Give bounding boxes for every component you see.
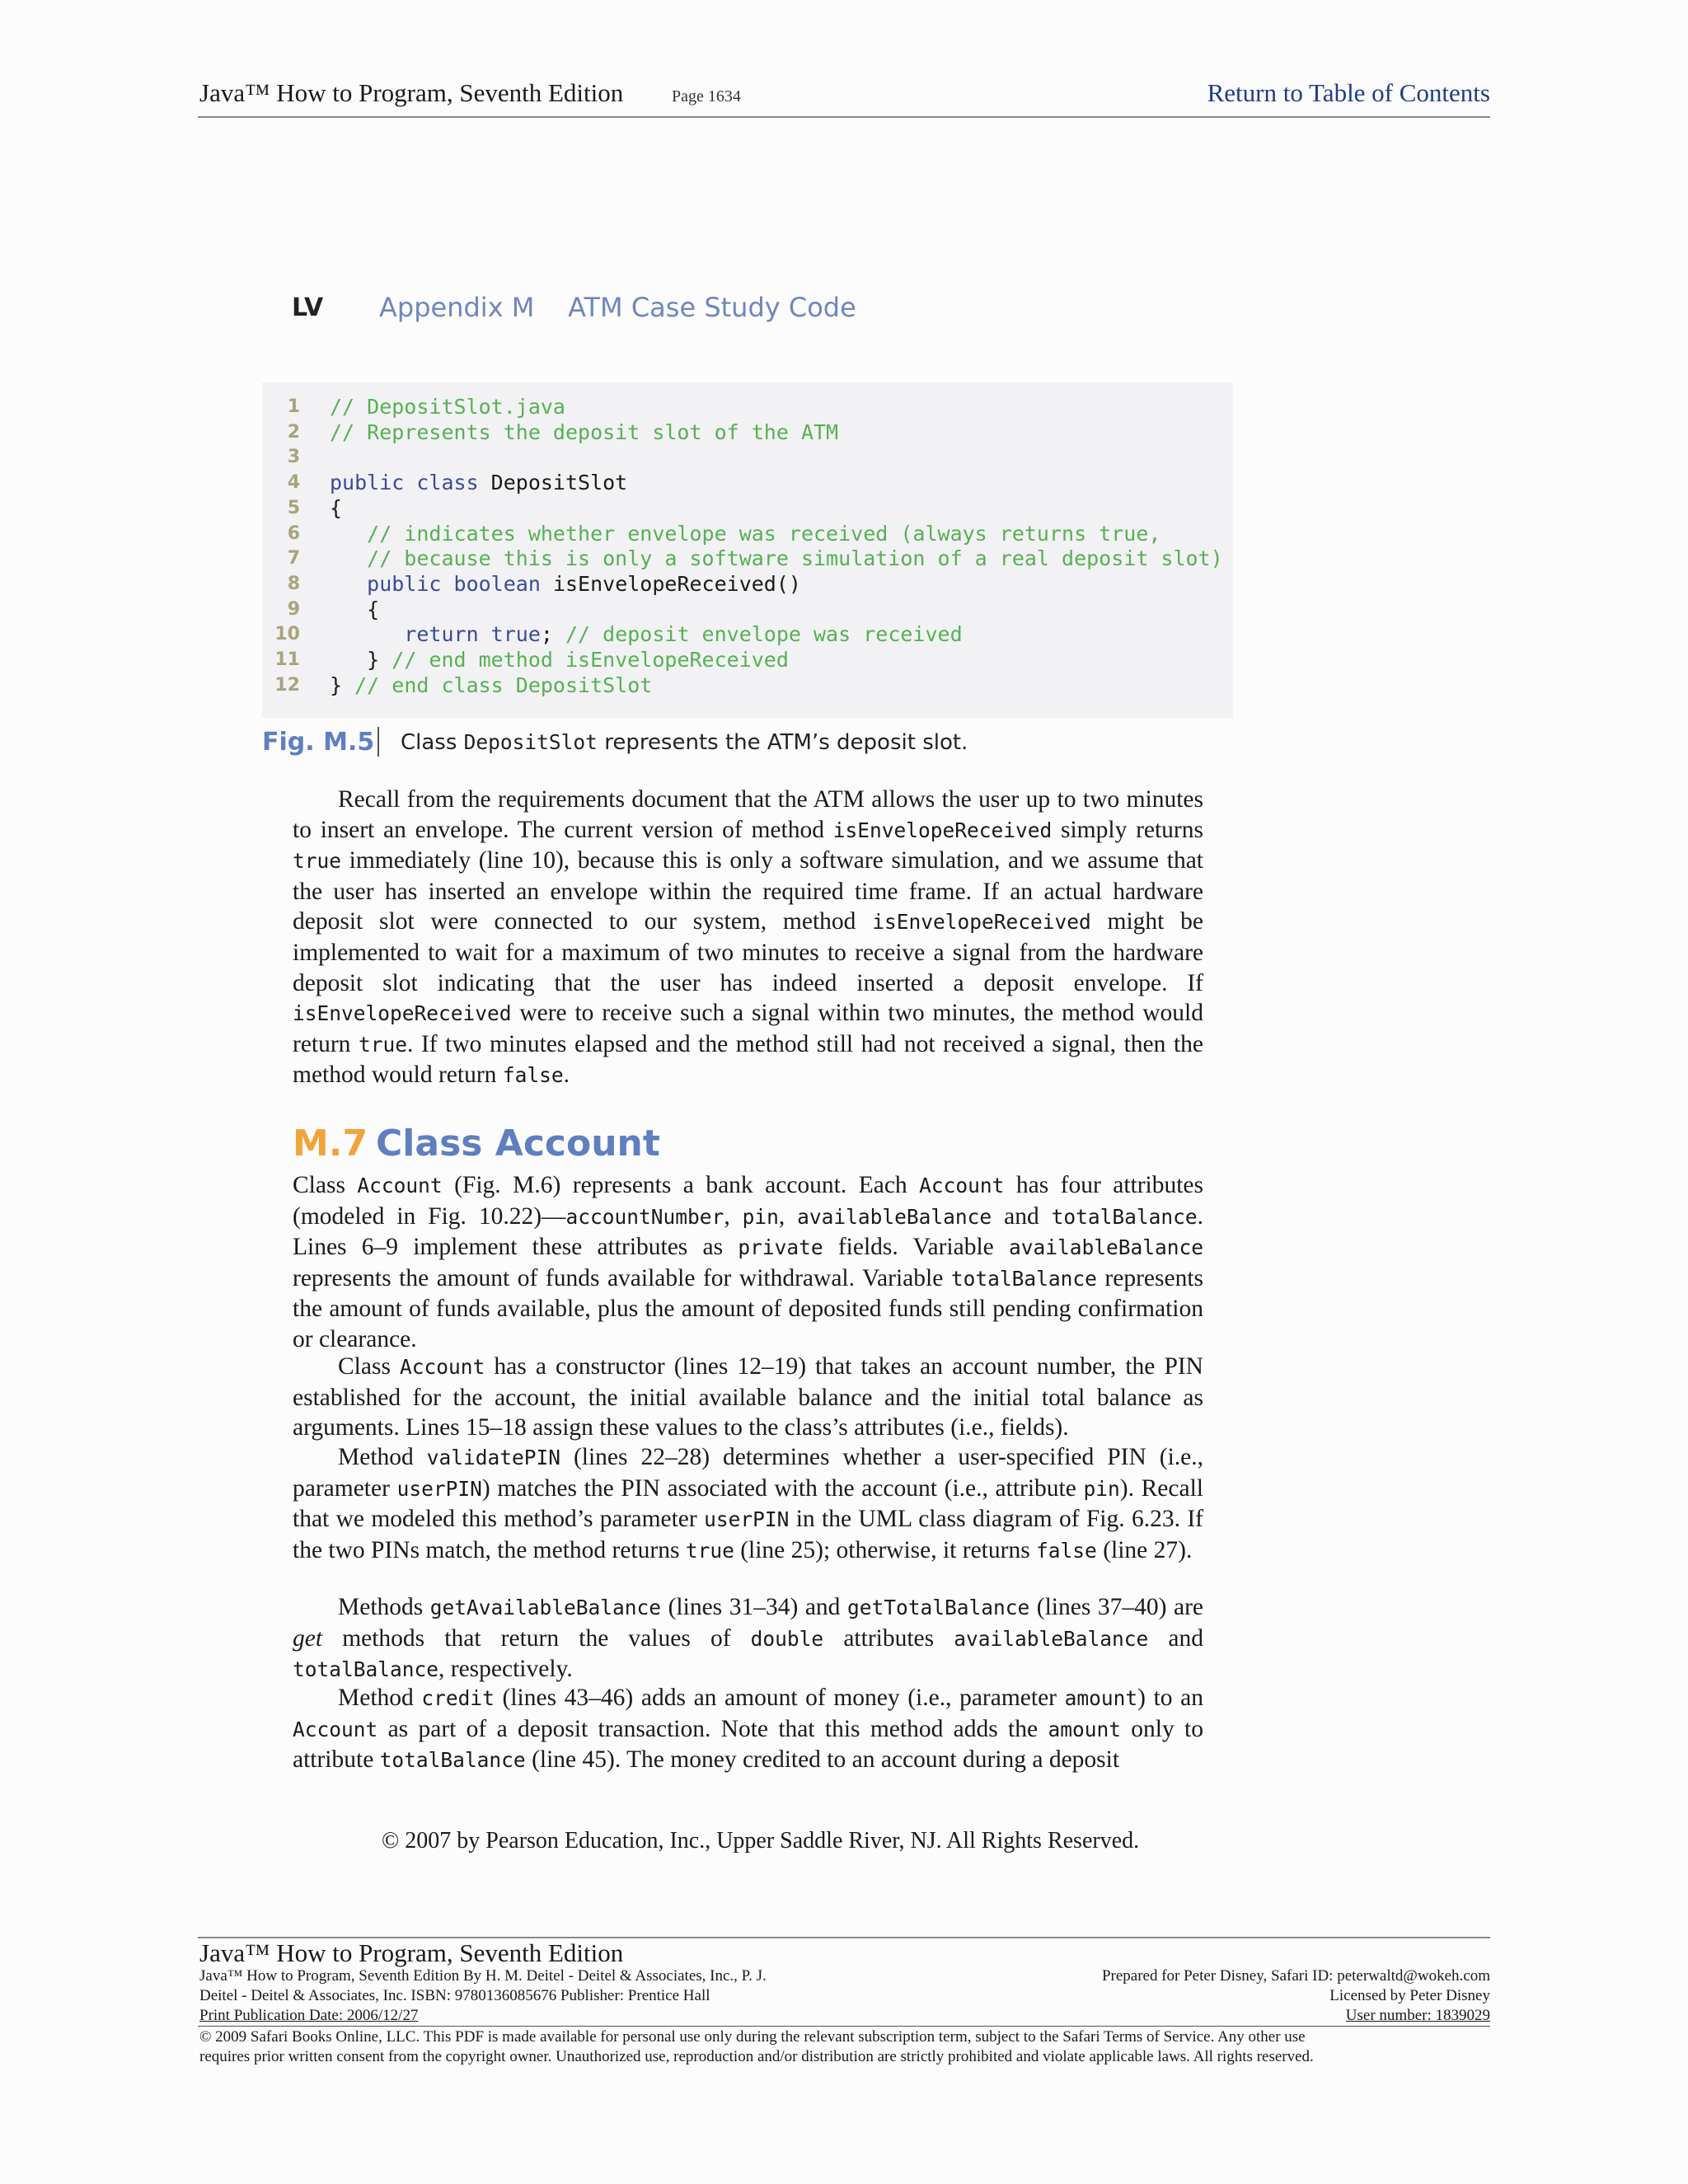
inline-code: true — [685, 1538, 734, 1563]
paragraph-text: were to receive such a signal within two minutes, the method would return — [293, 1000, 1203, 1057]
caption-text: Class — [401, 730, 464, 755]
code-text: // indicates whether envelope was received (always returns true, — [330, 521, 1161, 546]
paragraph-text: methods that return the values of — [322, 1624, 751, 1652]
code-text: { — [330, 597, 380, 621]
paragraph-text: ). Recall that we modeled this method’s parameter — [293, 1474, 1203, 1533]
footer-line: © 2009 Safari Books Online, LLC. This PDF is made available for personal use only during the relevant subscription term, subject to the Safari Terms of Service. Any other use — [199, 2028, 1306, 2046]
inline-code: totalBalance — [379, 1748, 526, 1773]
figure-number: Fig. M.5 — [262, 728, 375, 757]
line-number: 6 — [287, 523, 300, 544]
inline-code: Account — [400, 1355, 485, 1379]
footer-license-info — [1102, 1966, 1490, 2026]
inline-code: false — [1036, 1538, 1097, 1563]
emphasis: get — [293, 1624, 323, 1652]
footer-line: Java™ How to Program, Seventh Edition By H. M. Deitel - Deitel & Associates, Inc., P. J. — [199, 1967, 767, 1985]
code-text: // because this is only a software simulation of a real deposit slot) — [330, 546, 1223, 571]
code-line — [262, 419, 1218, 445]
inline-code: pin — [1083, 1476, 1120, 1501]
footer-line: Print Publication Date: 2006/12/27 — [199, 2007, 419, 2024]
code-text: { — [330, 495, 343, 520]
inline-code: false — [502, 1063, 564, 1088]
body-paragraph — [293, 1352, 1203, 1443]
body-paragraph — [293, 1442, 1203, 1566]
inline-code: isEnvelopeReceived — [872, 910, 1091, 935]
footer-book-info — [199, 1966, 767, 2026]
paragraph-text: ) to an — [1137, 1685, 1203, 1711]
code-line — [262, 470, 1218, 495]
paragraph-text: . Lines 6–9 implement these attributes as — [293, 1202, 1204, 1261]
book-title: Java™ How to Program, Seventh Edition — [199, 78, 624, 107]
line-number: 4 — [287, 472, 300, 494]
paragraph-text: Methods — [338, 1594, 430, 1620]
paragraph-text: attributes — [823, 1624, 954, 1652]
footer-line: Deitel - Deitel & Associates, Inc. ISBN: 9780136085676 Publisher: Prentice Hall — [199, 1987, 710, 2004]
page-number-label: Page 1634 — [672, 87, 741, 105]
paragraph-text: Method — [338, 1444, 427, 1470]
inline-code: totalBalance — [293, 1657, 439, 1682]
paragraph-text: as part of a deposit transaction. Note that this method adds the — [377, 1715, 1048, 1742]
line-number: 5 — [287, 497, 300, 518]
paragraph-text: (lines 37–40) are — [1029, 1594, 1203, 1620]
footer-line: Prepared for Peter Disney, Safari ID: peterwaltd@wokeh.com — [1101, 1967, 1490, 1985]
inline-code: true — [293, 849, 342, 874]
paragraph-text: (line 27). — [1096, 1536, 1193, 1563]
line-number: 10 — [274, 624, 300, 645]
code-text: } // end class DepositSlot — [330, 673, 653, 697]
inline-code: getAvailableBalance — [429, 1596, 662, 1619]
code-text: return true; // deposit envelope was received — [330, 622, 963, 647]
code-line — [262, 621, 1218, 647]
inline-code: pin — [742, 1204, 779, 1229]
inline-code: Account — [919, 1174, 1005, 1197]
line-number: 9 — [287, 598, 300, 620]
figure-caption — [401, 730, 968, 755]
line-number: 12 — [274, 674, 300, 696]
line-number: 7 — [287, 548, 300, 569]
inline-code: private — [738, 1235, 823, 1260]
code-text: public boolean isEnvelopeReceived() — [330, 571, 801, 596]
footer-line: requires prior written consent from the copyright owner. Unauthorized use, reproduction and/or distribution are strictly prohibited and violate applicable laws. All rights reserved. — [199, 2048, 1314, 2065]
inline-code: double — [750, 1626, 824, 1651]
code-text: // Represents the deposit slot of the ATM — [330, 419, 839, 444]
inline-code: totalBalance — [950, 1266, 1097, 1291]
body-paragraph — [293, 785, 1203, 1091]
paragraph-text: (lines 43–46) adds an amount of money (i.e., parameter — [494, 1685, 1065, 1711]
footer-line: User number: 1839029 — [1345, 2007, 1490, 2024]
body-paragraph — [293, 1592, 1203, 1685]
running-head-page-number: LV — [292, 293, 324, 322]
inline-code: isEnvelopeReceived — [293, 1001, 512, 1026]
paragraph-text: , — [778, 1202, 798, 1230]
footer-legal — [199, 2027, 1314, 2067]
paragraph-text: simply returns — [1052, 816, 1203, 843]
code-line — [262, 521, 1218, 546]
body-paragraph — [293, 1683, 1203, 1776]
paragraph-text: represents the amount of funds available, plus the amount of deposited funds still pending confirmation or clearance. — [293, 1264, 1203, 1352]
code-line — [262, 444, 1218, 470]
code-text: public class DepositSlot — [330, 471, 628, 495]
inline-code: getTotalBalance — [846, 1596, 1030, 1619]
paragraph-text: Method — [338, 1685, 422, 1711]
paragraph-text: has a constructor (lines 12–19) that takes an account number, the PIN established for the account, the initial available balance and the initial total balance as arguments. Lines 15–18 assign these values to the class’s attributes (i.e., fields). — [293, 1353, 1203, 1441]
paragraph-text: Class — [293, 1172, 358, 1198]
inline-code: availableBalance — [797, 1204, 992, 1229]
paragraph-text: (lines 22–28) determines whether a user-specified PIN (i.e., parameter — [293, 1444, 1203, 1502]
footer-line: Licensed by Peter Disney — [1329, 1987, 1490, 2004]
paragraph-text: ) matches the PIN associated with the account (i.e., attribute — [481, 1474, 1084, 1502]
copyright-notice: © 2007 by Pearson Education, Inc., Upper Saddle River, NJ. All Rights Reserved. — [382, 1828, 1140, 1854]
paragraph-text: fields. Variable — [823, 1234, 1009, 1261]
inline-code: userPIN — [704, 1507, 790, 1532]
paragraph-text: and — [1148, 1624, 1204, 1652]
line-number: 2 — [287, 421, 300, 443]
inline-code: validatePIN — [426, 1446, 560, 1469]
inline-code: totalBalance — [1051, 1204, 1198, 1229]
paragraph-text: in the UML class diagram of Fig. 6.23. If the two PINs match, the method returns — [293, 1506, 1204, 1563]
code-text: } // end method isEnvelopeReceived — [330, 648, 789, 672]
inline-code: isEnvelopeReceived — [832, 818, 1053, 842]
paragraph-text: , — [724, 1202, 743, 1230]
caption-code: DepositSlot — [463, 730, 598, 754]
inline-code: accountNumber — [565, 1204, 724, 1229]
inline-code: amount — [1064, 1686, 1138, 1710]
paragraph-text: only to attribute — [293, 1715, 1203, 1774]
paragraph-text: Class — [338, 1353, 401, 1380]
code-line — [262, 597, 1218, 622]
code-line — [262, 495, 1218, 521]
paragraph-text: and — [992, 1202, 1052, 1230]
code-line — [262, 673, 1218, 698]
code-listing — [262, 382, 1233, 718]
paragraph-text: Recall from the requirements document that the ATM allows the user up to two minutes to insert an envelope. The current version of method — [293, 786, 1203, 843]
paragraph-text: (lines 31–34) and — [661, 1594, 847, 1620]
inline-code: Account — [293, 1717, 378, 1741]
paragraph-text: . If two minutes elapsed and the method still had not received a signal, then the method would return — [293, 1030, 1203, 1089]
section-number: M.7 — [293, 1122, 368, 1165]
caption-text-end: represents the ATM’s deposit slot. — [597, 730, 968, 755]
paragraph-text: (line 45). The money credited to an account during a deposit — [525, 1746, 1120, 1774]
line-number: 1 — [287, 396, 300, 417]
code-line — [262, 546, 1223, 571]
footer-divider-2 — [198, 2026, 1490, 2027]
paragraph-text: has four attributes (modeled in Fig. 10.22)— — [293, 1172, 1204, 1230]
code-line — [262, 571, 1218, 597]
inline-code: true — [359, 1032, 408, 1057]
body-paragraph — [293, 1170, 1203, 1355]
running-head-title: Appendix M ATM Case Study Code — [379, 292, 856, 323]
paragraph-text: , respectively. — [438, 1656, 573, 1683]
paragraph-text: immediately (line 10), because this is only a software simulation, and we assume that the user has inserted an envelope within the required time frame. If an actual hardware deposit slot were connected to our system, method — [293, 847, 1203, 935]
section-title: Class Account — [376, 1122, 660, 1165]
line-number: 8 — [287, 573, 300, 594]
inline-code: credit — [421, 1686, 495, 1710]
inline-code: amount — [1048, 1717, 1121, 1741]
caption-divider — [377, 727, 379, 757]
inline-code: availableBalance — [1008, 1235, 1203, 1260]
inline-code: userPIN — [396, 1476, 482, 1501]
code-text: // DepositSlot.java — [330, 395, 565, 419]
paragraph-text: (Fig. M.6) represents a bank account. Each — [442, 1172, 920, 1198]
code-line — [262, 394, 1218, 419]
footer-book-title: Java™ How to Program, Seventh Edition — [199, 1938, 624, 1967]
line-number: 3 — [287, 447, 300, 468]
table-of-contents-link[interactable]: Return to Table of Contents — [1207, 78, 1490, 107]
code-line — [262, 647, 1218, 673]
paragraph-text: . — [563, 1062, 570, 1089]
inline-code: Account — [357, 1174, 443, 1197]
line-number: 11 — [274, 649, 300, 670]
header-divider — [198, 116, 1490, 118]
inline-code: availableBalance — [954, 1626, 1149, 1651]
paragraph-text: might be implemented to wait for a maximum of two minutes to receive a signal from the hardware deposit slot indicating that the user has indeed inserted a deposit envelope. If — [293, 908, 1203, 996]
paragraph-text: represents the amount of funds available for withdrawal. Variable — [293, 1264, 951, 1291]
paragraph-text: (line 25); otherwise, it returns — [734, 1536, 1037, 1563]
